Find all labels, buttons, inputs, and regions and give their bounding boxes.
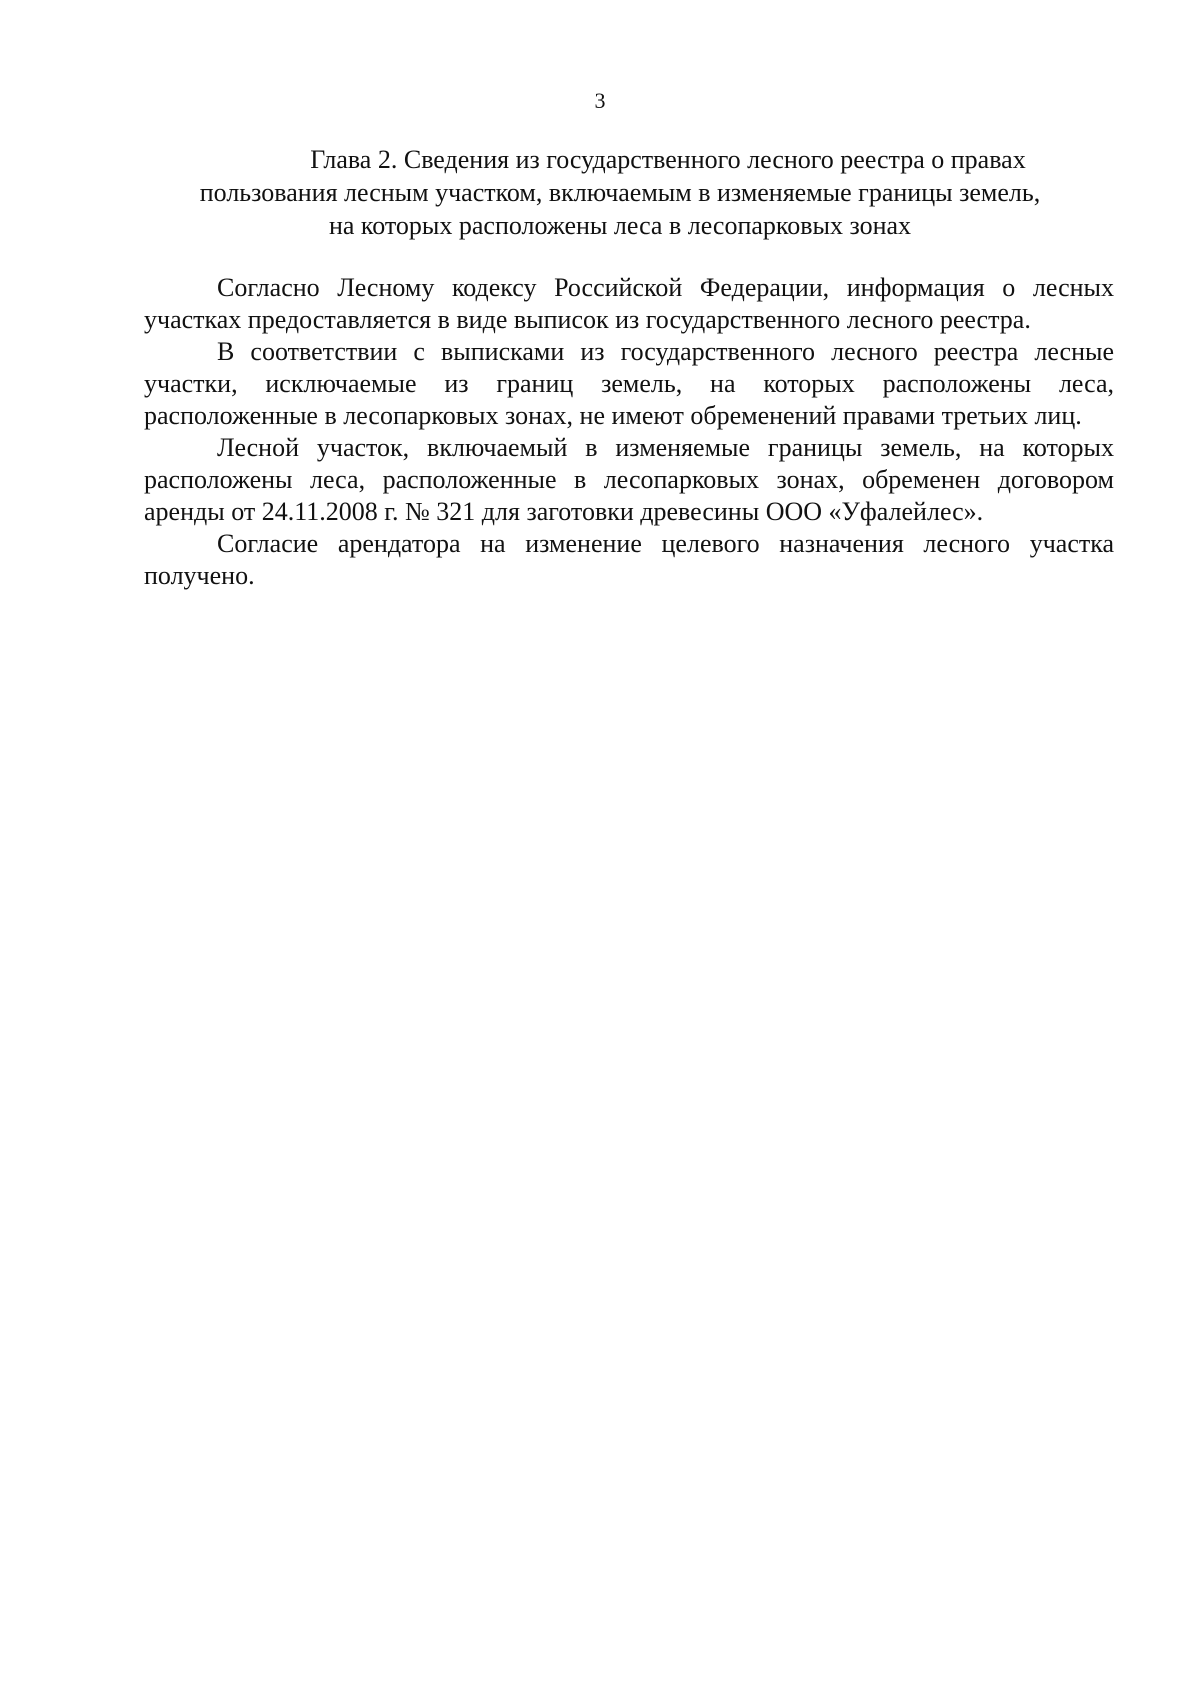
chapter-title-line: Глава 2. Сведения из государственного лесного реестра о правах bbox=[310, 145, 1026, 174]
chapter-title-line: на которых расположены леса в лесопарковых зонах bbox=[328, 211, 912, 240]
paragraph-lease-agreement: Лесной участок, включаемый в изменяемые границы земель, на которых расположены леса, расположенные в лесопарковых зонах, обременен договором аренды от 24.11.2008 г. № 321 для заготовки древесины ООО «Уфалейлес». bbox=[144, 433, 1114, 526]
paragraph-forest-code: Согласно Лесному кодексу Российской Федерации, информация о лесных участках предоставляется в виде выписок из государственного лесного реестра. bbox=[144, 273, 1114, 334]
paragraph-no-encumbrance: В соответствии с выписками из государственного лесного реестра лесные участки, исключаемые из границ земель, на которых расположены леса, расположенные в лесопарковых зонах, не имеют обременений правами третьих лиц. bbox=[144, 337, 1114, 430]
paragraph-tenant-consent: Согласие арендатора на изменение целевого назначения лесного участка получено. bbox=[144, 529, 1114, 590]
body-text bbox=[144, 272, 1114, 592]
chapter-title bbox=[150, 143, 1090, 242]
page-number: 3 bbox=[594, 88, 606, 113]
chapter-title-line: пользования лесным участком, включаемым в изменяемые границы земель, bbox=[199, 178, 1041, 207]
